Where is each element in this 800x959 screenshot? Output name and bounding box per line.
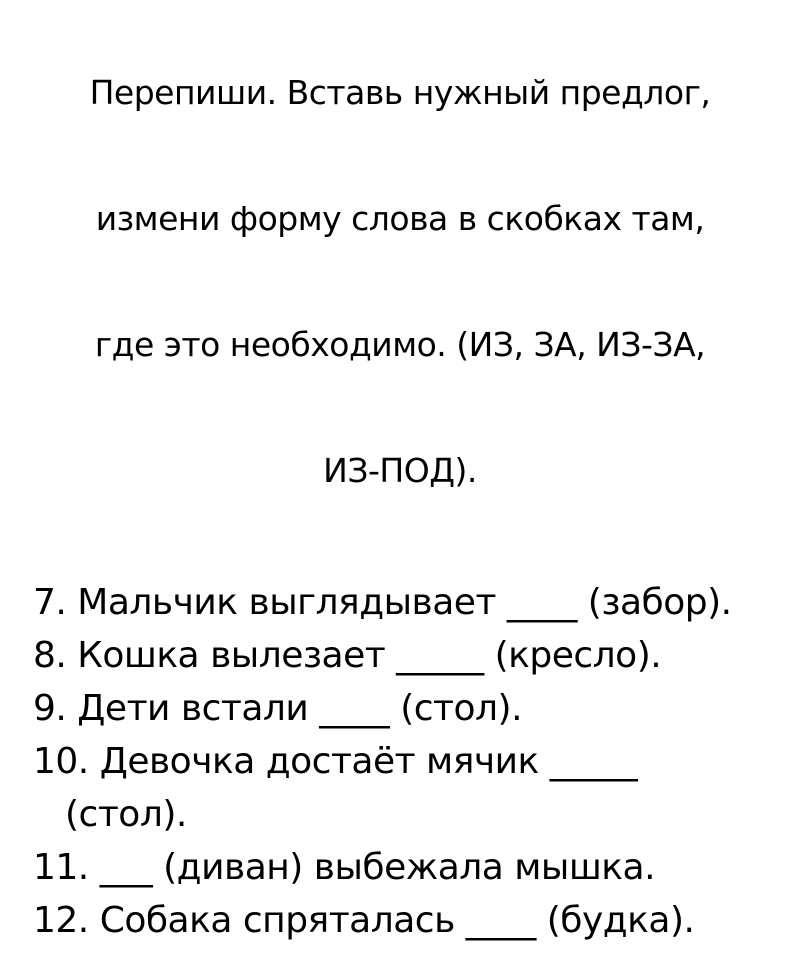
instruction-line: измени форму слова в скобках там, [95, 199, 705, 238]
instruction-line: где это необходимо. (ИЗ, ЗА, ИЗ-ЗА, [94, 325, 706, 364]
instruction-line: ИЗ-ПОД). [323, 451, 477, 490]
exercise-line: (стол). [65, 794, 187, 835]
exercise-line: 8. Кошка вылезает _____ (кресло). [33, 635, 662, 676]
exercise-line: 9. Дети встали ____ (стол). [33, 688, 523, 729]
exercise-line: 12. Собака спряталась ____ (будка). [33, 900, 695, 941]
exercise-line: 10. Девочка достаёт мячик _____ [33, 741, 638, 782]
exercise-line: 11. ___ (диван) выбежала мышка. [33, 847, 656, 888]
exercise-line: 7. Мальчик выглядывает ____ (забор). [33, 582, 732, 623]
instruction-line: Перепиши. Вставь нужный предлог, [89, 73, 711, 112]
exercise-list [0, 576, 800, 947]
